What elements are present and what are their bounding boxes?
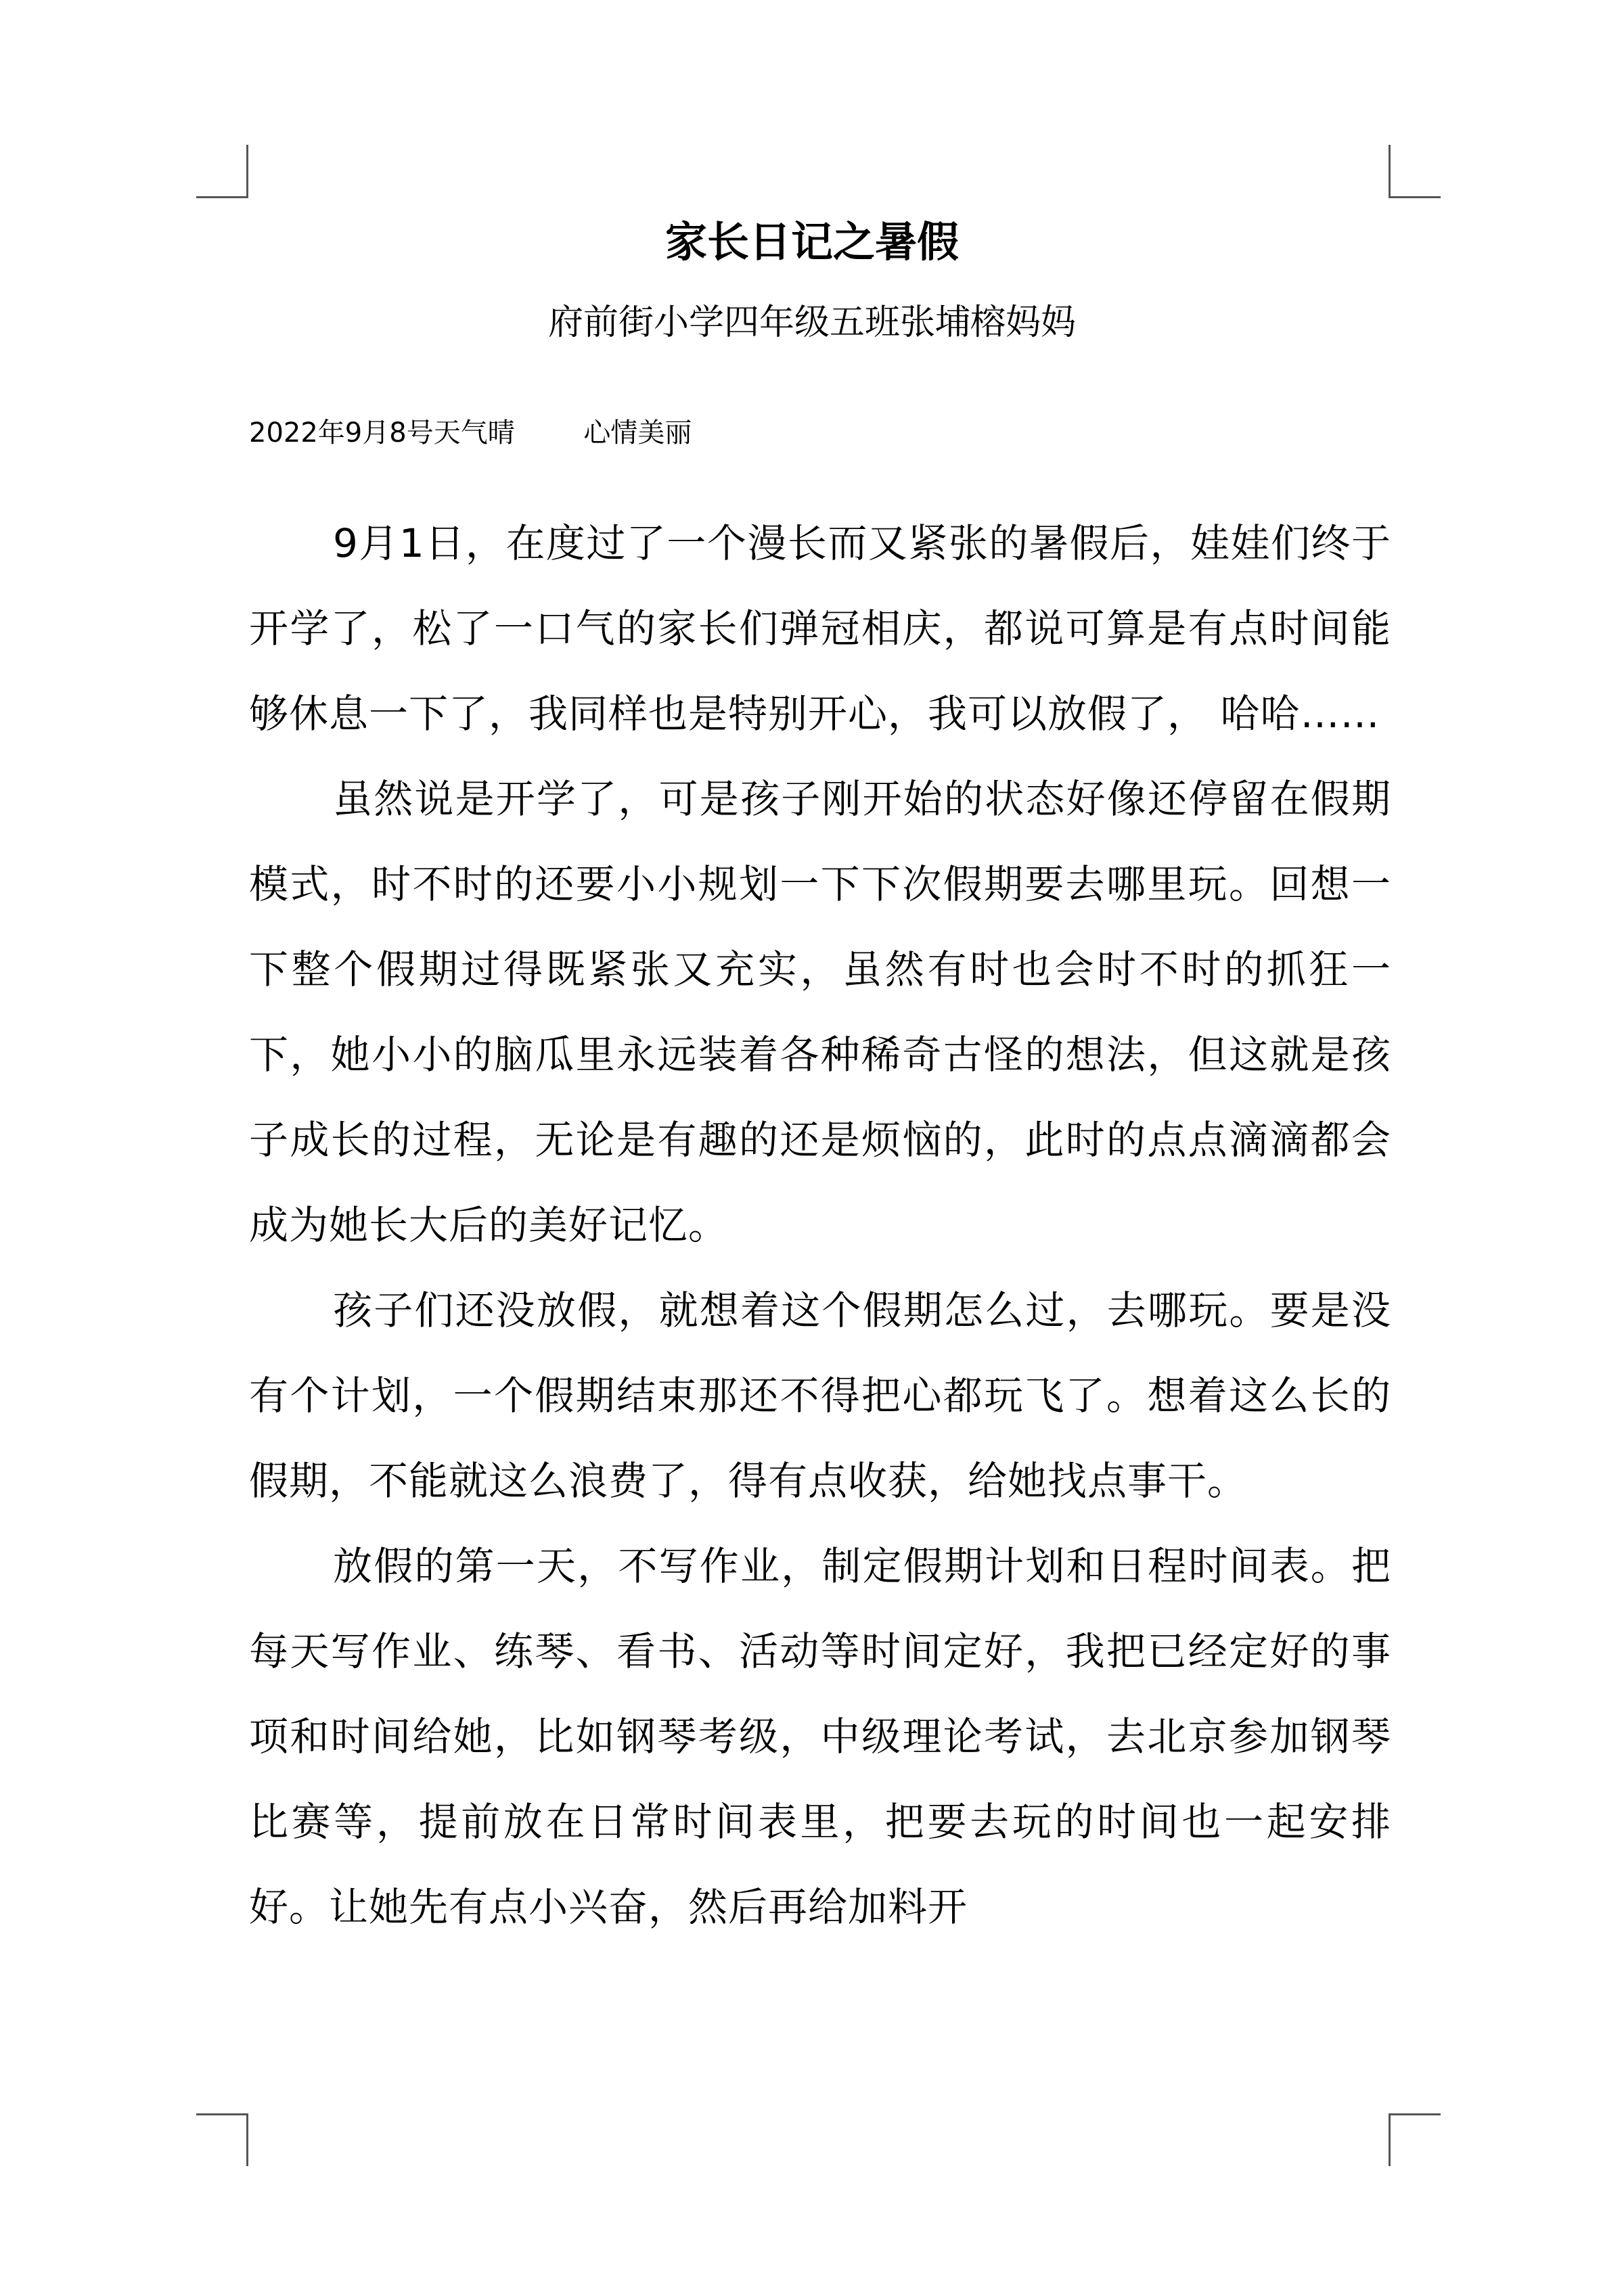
crop-mark-top-left-vertical	[246, 145, 248, 198]
crop-mark-bottom-right-horizontal	[1389, 2113, 1441, 2115]
paragraph: 虽然说是开学了，可是孩子刚开始的状态好像还停留在假期模式，时不时的还要小小规划一下下次假期要去哪里玩。回想一下整个假期过得既紧张又充实，虽然有时也会时不时的抓狂一下，她小小的脑瓜里永远装着各种稀奇古怪的想法，但这就是孩子成长的过程，无论是有趣的还是烦恼的，此时的点点滴滴都会成为她长大后的美好记忆。	[249, 776, 1391, 1248]
crop-mark-top-right-vertical	[1389, 145, 1391, 198]
paragraph: 孩子们还没放假，就想着这个假期怎么过，去哪玩。要是没有个计划，一个假期结束那还不得把心都玩飞了。想着这么长的假期，不能就这么浪费了，得有点收获，给她找点事干。	[249, 1287, 1391, 1504]
crop-mark-bottom-left-vertical	[246, 2113, 248, 2166]
document-body	[249, 501, 1391, 1950]
paragraph: 放假的第一天，不写作业，制定假期计划和日程时间表。把每天写作业、练琴、看书、活动等时间定好，我把已经定好的事项和时间给她，比如钢琴考级，中级理论考试，去北京参加钢琴比赛等，提前放在日常时间表里，把要去玩的时间也一起安排好。让她先有点小兴奋，然后再给加料开	[249, 1543, 1391, 1930]
document-title: 家长日记之暑假	[664, 217, 959, 267]
paragraph: 9月1日，在度过了一个漫长而又紧张的暑假后，娃娃们终于开学了，松了一口气的家长们弹冠相庆，都说可算是有点时间能够休息一下了，我同样也是特别开心，我可以放假了， 哈哈……	[249, 520, 1391, 737]
date-weather-line: 2022年9月8号天气晴 心情美丽	[249, 417, 692, 449]
crop-mark-top-right-horizontal	[1389, 196, 1441, 198]
crop-mark-bottom-left-horizontal	[196, 2113, 248, 2115]
author-line: 府前街小学四年级五班张埔榕妈妈	[547, 302, 1076, 343]
crop-mark-top-left-horizontal	[196, 196, 248, 198]
crop-mark-bottom-right-vertical	[1389, 2113, 1391, 2166]
